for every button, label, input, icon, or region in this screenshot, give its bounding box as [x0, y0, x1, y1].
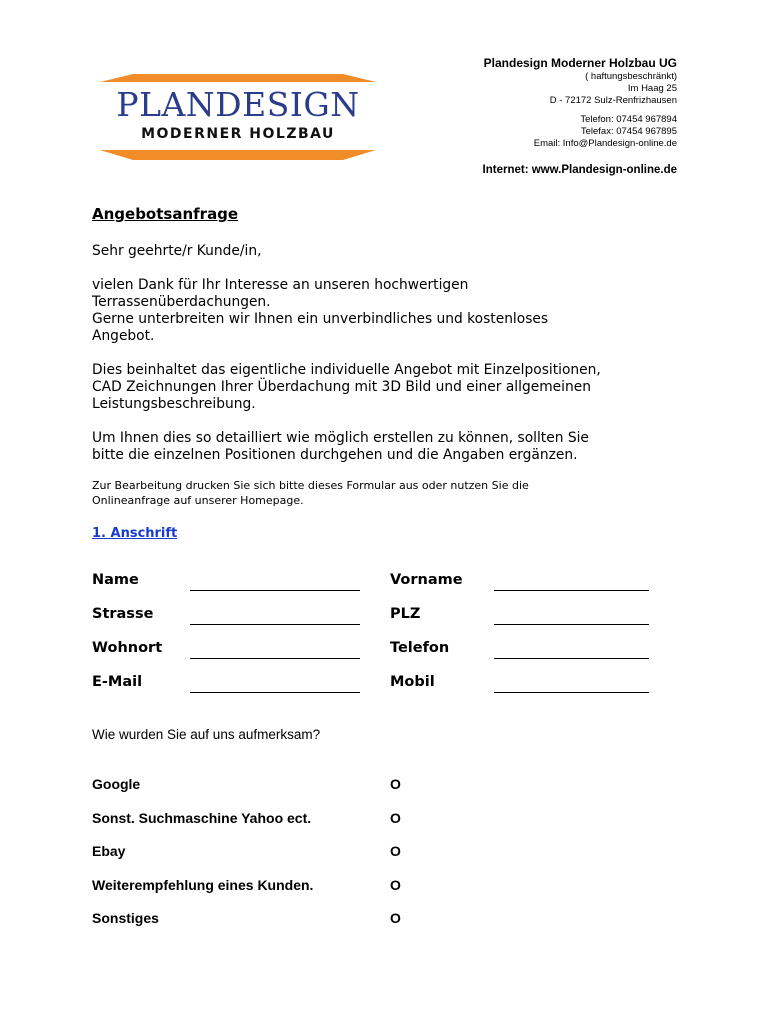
- company-logo: [98, 70, 378, 172]
- letter-body: [92, 205, 692, 541]
- option-other-label: Sonstiges: [92, 910, 159, 926]
- paragraph-3: [92, 430, 692, 464]
- option-other-radio[interactable]: O: [390, 910, 401, 926]
- option-recommendation-radio[interactable]: O: [390, 876, 401, 893]
- address-form: [92, 572, 662, 708]
- company-internet[interactable]: Internet: www.Plandesign-online.de: [482, 164, 677, 176]
- paragraph-2-line: Leistungsbeschreibung.: [92, 396, 256, 412]
- company-city: D - 72172 Sulz-Renfrizhausen: [549, 95, 677, 106]
- plz-field[interactable]: [494, 624, 649, 625]
- email-field[interactable]: [190, 692, 360, 693]
- paragraph-1-line: vielen Dank für Ihr Interesse an unseren hochwertigen: [92, 277, 469, 293]
- strasse-field[interactable]: [190, 624, 360, 625]
- email-label: E-Mail: [92, 674, 143, 690]
- option-recommendation-label: Weiterempfehlung eines Kunden.: [92, 876, 314, 893]
- paragraph-1: [92, 277, 692, 345]
- paragraph-2-line: CAD Zeichnungen Ihrer Überdachung mit 3D Bild und einer allgemeinen: [92, 379, 591, 395]
- form-row: [92, 606, 662, 640]
- company-phone: Telefon: 07454 967894: [580, 114, 677, 125]
- company-street: Im Haag 25: [627, 83, 677, 94]
- form-row: [92, 572, 662, 606]
- name-label: Name: [92, 572, 139, 588]
- salutation: Sehr geehrte/r Kunde/in,: [92, 243, 262, 259]
- form-row: [92, 640, 662, 674]
- paragraph-2-line: Dies beinhaltet das eigentliche individuelle Angebot mit Einzelpositionen,: [92, 362, 601, 378]
- list-item: [92, 843, 492, 877]
- note-line: Zur Bearbeitung drucken Sie sich bitte dieses Formular aus oder nutzen Sie die: [92, 479, 529, 492]
- vorname-label: Vorname: [390, 572, 463, 588]
- company-name: Plandesign Moderner Holzbau UG: [483, 56, 677, 70]
- list-item: [92, 877, 492, 911]
- wohnort-label: Wohnort: [92, 640, 163, 656]
- company-legal: ( haftungsbeschränkt): [585, 71, 677, 82]
- paragraph-3-line: Um Ihnen dies so detailliert wie möglich erstellen zu können, sollten Sie: [92, 430, 589, 446]
- survey-question: Wie wurden Sie auf uns aufmerksam?: [92, 727, 321, 742]
- paragraph-1-line: Gerne unterbreiten wir Ihnen ein unverbindliches und kostenloses: [92, 311, 549, 327]
- option-google-radio[interactable]: O: [390, 776, 401, 792]
- list-item: [92, 810, 492, 844]
- mobil-field[interactable]: [494, 692, 649, 693]
- survey-options: [92, 776, 492, 944]
- logo-title: PLANDESIGN: [116, 85, 360, 124]
- telefon-field[interactable]: [494, 658, 649, 659]
- option-ebay-radio[interactable]: O: [390, 843, 401, 859]
- list-item: [92, 776, 492, 810]
- logo-subtitle: MODERNER HOLZBAU: [141, 126, 335, 142]
- company-email[interactable]: Email: Info@Plandesign-online.de: [533, 138, 677, 149]
- wohnort-field[interactable]: [190, 658, 360, 659]
- strasse-label: Strasse: [92, 606, 154, 622]
- option-search-engine-label: Sonst. Suchmaschine Yahoo ect.: [92, 809, 312, 826]
- form-row: [92, 674, 662, 708]
- option-ebay-label: Ebay: [92, 843, 126, 859]
- page-title: Angebotsanfrage: [92, 205, 239, 223]
- vorname-field[interactable]: [494, 590, 649, 591]
- list-item: [92, 910, 492, 944]
- section-anschrift-link[interactable]: 1. Anschrift: [92, 526, 178, 541]
- paragraph-3-line: bitte die einzelnen Positionen durchgehen und die Angaben ergänzen.: [92, 447, 578, 463]
- mobil-label: Mobil: [390, 674, 435, 690]
- paragraph-2: [92, 362, 692, 413]
- company-info: [483, 55, 677, 176]
- option-search-engine-radio[interactable]: O: [390, 809, 401, 826]
- plz-label: PLZ: [390, 606, 421, 622]
- paragraph-1-line: Angebot.: [92, 328, 155, 344]
- note-line: Onlineanfrage auf unserer Homepage.: [92, 494, 304, 507]
- paragraph-1-line: Terrassenüberdachungen.: [92, 294, 271, 310]
- telefon-label: Telefon: [390, 640, 450, 656]
- option-google-label: Google: [92, 776, 141, 792]
- name-field[interactable]: [190, 590, 360, 591]
- company-fax: Telefax: 07454 967895: [580, 126, 677, 137]
- note: [92, 478, 692, 508]
